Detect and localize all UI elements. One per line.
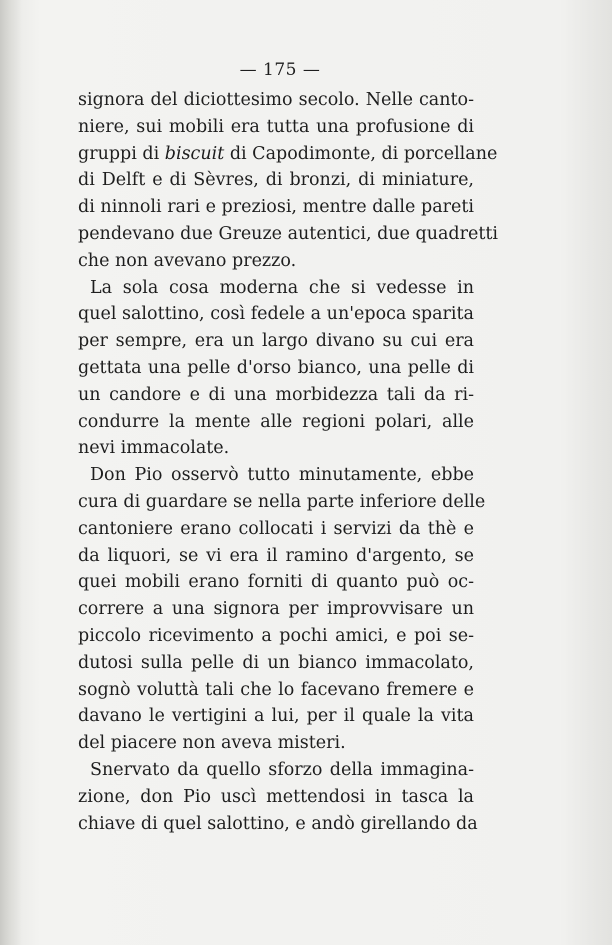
text-line: correre a una signora per improvvisare un	[78, 599, 474, 620]
text-line: dutosi sulla pelle di un bianco immacolato,	[78, 652, 474, 673]
text-line-with-italic	[78, 141, 498, 168]
text-line: Don Pio osservò tutto minutamente, ebbe	[90, 465, 474, 486]
text-line: sognò voluttà tali che lo facevano fremere e	[78, 679, 474, 700]
text-line: niere, sui mobili era tutta una profusione di	[78, 116, 474, 137]
text-line: La sola cosa moderna che si vedesse in	[90, 277, 474, 298]
text-line: zione, don Pio uscì mettendosi in tasca la	[78, 786, 474, 807]
text-line: di ninnoli rari e preziosi, mentre dalle pareti	[78, 197, 474, 218]
text-line: un candore e di una morbidezza tali da ri-	[78, 384, 474, 405]
italic-word: biscuit	[164, 143, 225, 164]
text-line: per sempre, era un largo divano su cui era	[78, 331, 474, 352]
text-line: cura di guardare se nella parte inferiore delle	[78, 491, 486, 512]
text-line: che non avevano prezzo.	[78, 250, 297, 271]
text-line: del piacere non aveva misteri.	[78, 733, 346, 754]
text-line: quei mobili erano forniti di quanto può oc-	[78, 572, 474, 593]
page-spine-shadow	[0, 0, 22, 945]
text-line: nevi immacolate.	[78, 438, 230, 459]
text-line: signora del diciottesimo secolo. Nelle canto-	[78, 90, 474, 110]
text-line: pendevano due Greuze autentici, due quadretti	[78, 223, 498, 244]
text-segment: gruppi di	[78, 143, 165, 164]
text-line: di Delft e di Sèvres, di bronzi, di miniature,	[78, 170, 474, 191]
text-line: davano le vertigini a lui, per il quale la vita	[78, 706, 474, 727]
body-text	[78, 87, 498, 837]
text-line: piccolo ricevimento a pochi amici, e poi se-	[78, 625, 474, 646]
text-line: da liquori, se vi era il ramino d'argento, se	[78, 545, 474, 566]
text-line: Snervato da quello sforzo della immagina-	[90, 759, 474, 780]
text-line: cantoniere erano collocati i servizi da thè e	[78, 518, 474, 539]
text-line: condurre la mente alle regioni polari, alle	[78, 411, 474, 432]
text-line: gettata una pelle d'orso bianco, una pelle di	[78, 357, 474, 378]
text-line: quel salottino, così fedele a un'epoca sparita	[78, 304, 474, 325]
text-line: chiave di quel salottino, e andò girellando da	[78, 813, 478, 834]
text-segment: di Capodimonte, di porcellane	[224, 143, 498, 164]
page-number: — 175 —	[239, 60, 321, 80]
